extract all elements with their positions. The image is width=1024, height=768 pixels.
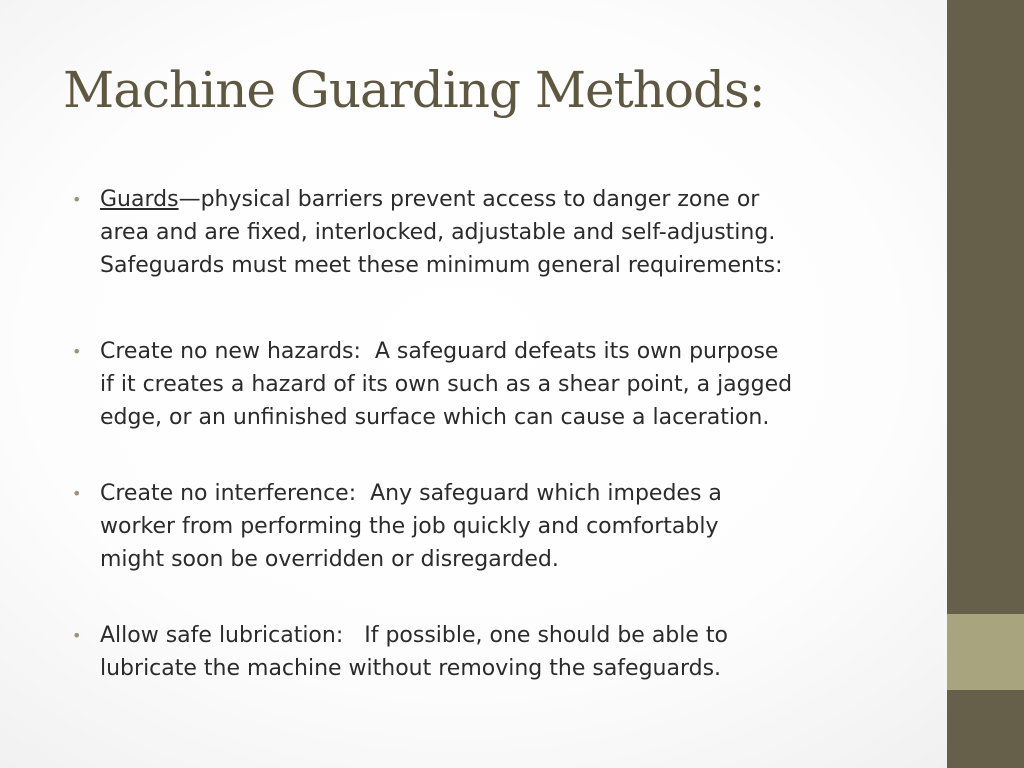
bullet-line: edge, or an unfinished surface which can cause a laceration. (100, 405, 770, 430)
slide-title: Machine Guarding Methods: (63, 61, 765, 119)
bullet-icon: • (72, 190, 82, 209)
bullet-item-no-new-hazards (72, 335, 902, 434)
bullet-icon: • (72, 484, 82, 503)
bullet-text (100, 335, 902, 434)
bullet-line: lubricate the machine without removing the safeguards. (100, 656, 722, 681)
bullet-line: area and are fixed, interlocked, adjustable and self-adjusting. (100, 220, 776, 245)
bullet-icon: • (72, 342, 82, 361)
bullet-icon: • (72, 626, 82, 645)
bullet-line: worker from performing the job quickly and comfortably (100, 514, 719, 539)
side-bar-accent (947, 614, 1024, 690)
bullet-term: Guards (100, 187, 179, 212)
bullet-line: might soon be overridden or disregarded. (100, 547, 559, 572)
bullet-line: —physical barriers prevent access to danger zone or (178, 187, 760, 212)
bullet-line: Create no interference: Any safeguard which impedes a (100, 481, 722, 506)
bullet-line: Allow safe lubrication: If possible, one should be able to (100, 623, 728, 648)
bullet-text (100, 619, 902, 685)
bullet-item-safe-lubrication (72, 619, 902, 685)
bullet-line: if it creates a hazard of its own such as a shear point, a jagged (100, 372, 793, 397)
bullet-line: Create no new hazards: A safeguard defeats its own purpose (100, 339, 779, 364)
bullet-text (100, 183, 902, 282)
bullet-item-no-interference (72, 477, 902, 576)
bullet-item-guards (72, 183, 902, 282)
bullet-line: Safeguards must meet these minimum general requirements: (100, 253, 783, 278)
bullet-text (100, 477, 902, 576)
